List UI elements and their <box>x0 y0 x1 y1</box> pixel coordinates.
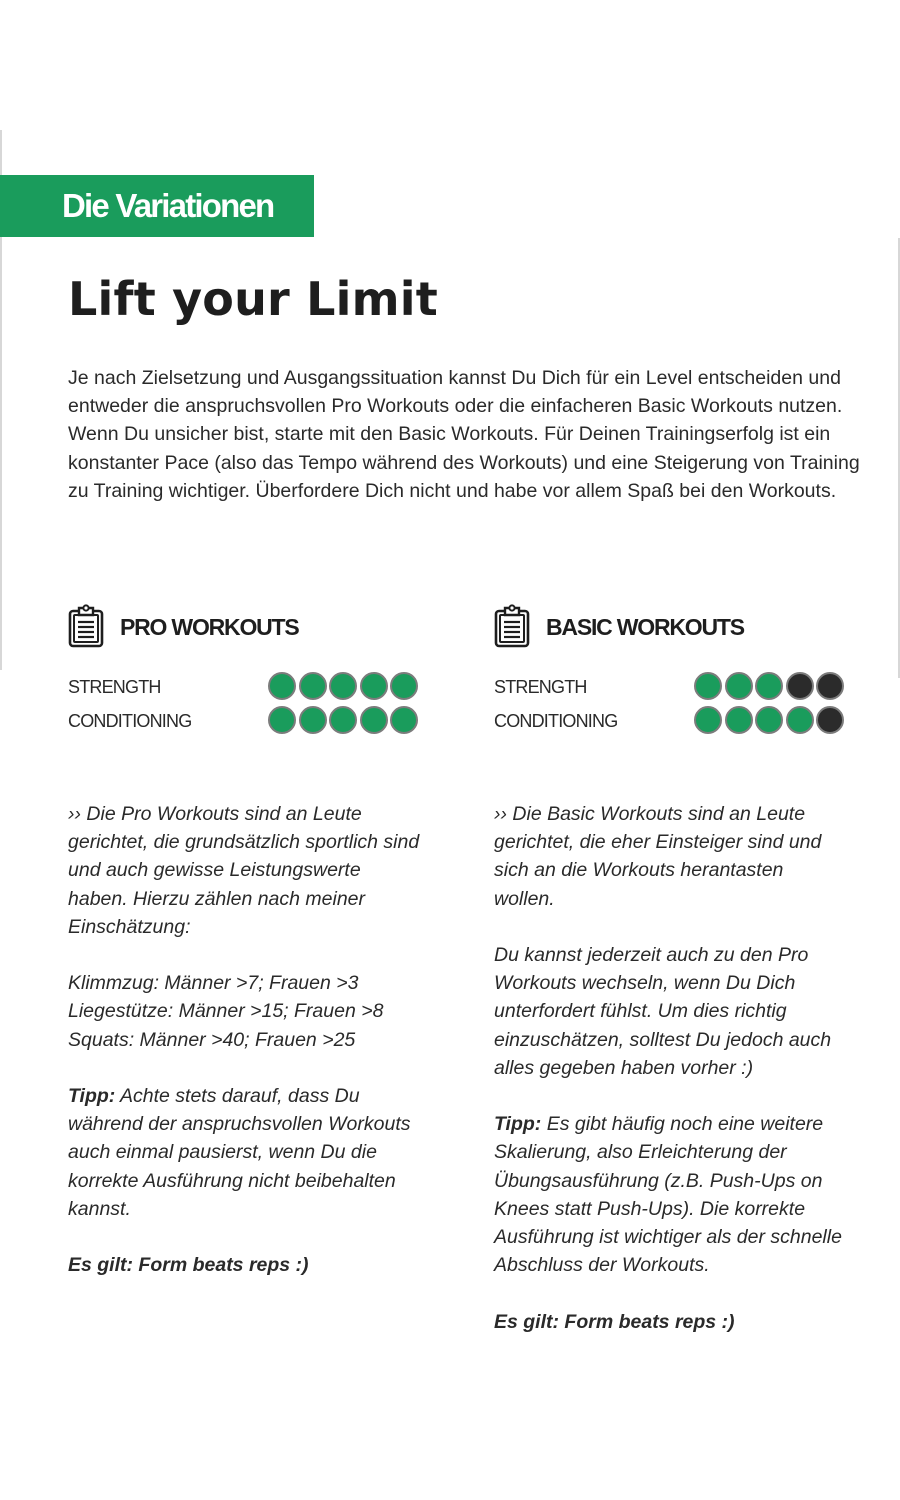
rating-dot-filled <box>755 706 783 734</box>
closing-text: Es gilt: Form beats reps :) <box>68 1254 309 1277</box>
pro-intro-text: ›› Die Pro Workouts sind an Leute gerichtet, die grundsätzlich sportlich sind und auch gewisse Leistungswerte haben. Hierzu zählen nach meiner Einschätzung: <box>68 803 420 938</box>
rating-dot-filled <box>694 672 722 700</box>
pro-closing <box>68 1251 420 1279</box>
page-title: Lift your Limit <box>68 272 438 326</box>
clipboard-icon <box>68 604 104 648</box>
rating-dot-filled <box>268 706 296 734</box>
rating-dot-filled <box>390 706 418 734</box>
closing-text: Es gilt: Form beats reps :) <box>494 1310 735 1333</box>
rating-label: STRENGTH <box>494 677 587 697</box>
tip-label: Tipp: <box>494 1113 542 1136</box>
rating-dot-filled <box>725 706 753 734</box>
basic-switch-text: Du kannst jederzeit auch zu den Pro Workouts wechseln, wenn Du Dich unterfordert fühlst. Um dies richtig einzuschätzen, solltest Du jedoch auch alles gegeben haben vorher :) <box>494 944 832 1079</box>
pro-strength-rating <box>68 672 420 702</box>
rating-dot-filled <box>299 672 327 700</box>
tip-text: Achte stets darauf, dass Du während der anspruchsvollen Workouts auch einmal pausierst, wenn Du die korrekte Ausführung nicht beibehalten kannst. <box>68 1085 411 1220</box>
rating-dot-filled <box>755 672 783 700</box>
rating-dot-filled <box>329 706 357 734</box>
basic-closing <box>494 1308 846 1336</box>
pro-workouts-column <box>68 604 428 1277</box>
pro-benchmark-pushups: Liegestütze: Männer >15; Frauen >8 <box>68 1000 384 1023</box>
pro-conditioning-rating <box>68 706 420 736</box>
pro-benchmark-pullups: Klimmzug: Männer >7; Frauen >3 <box>68 972 359 995</box>
pro-tip <box>68 1082 420 1223</box>
basic-workouts-column <box>494 604 854 1333</box>
rating-dot-filled <box>268 672 296 700</box>
rating-label: STRENGTH <box>68 677 161 697</box>
basic-tip <box>494 1110 846 1279</box>
rating-dot-filled <box>329 672 357 700</box>
rating-dot-filled <box>694 706 722 734</box>
rating-dot-filled <box>360 706 388 734</box>
tip-text: Es gibt häufig noch eine weitere Skalierung, also Erleichterung der Übungsausführung (z.B. Push-Ups on Knees statt Push-Ups). Die korrekte Ausführung ist wichtiger als der schnelle Abschluss der Workouts. <box>494 1113 842 1277</box>
pro-benchmark-squats: Squats: Männer >40; Frauen >25 <box>68 1028 356 1051</box>
rating-dot-filled <box>299 706 327 734</box>
tip-label: Tipp: <box>68 1085 116 1107</box>
rating-dot-filled <box>390 672 418 700</box>
pro-workouts-header <box>68 604 428 650</box>
rating-dot-filled <box>725 672 753 700</box>
rating-dot-filled <box>786 706 814 734</box>
basic-workouts-title: BASIC WORKOUTS <box>546 614 744 640</box>
rating-label: CONDITIONING <box>494 711 618 731</box>
rating-dot-empty <box>786 672 814 700</box>
pro-description <box>68 800 420 1308</box>
rating-dot-filled <box>360 672 388 700</box>
rating-dot-empty <box>816 706 844 734</box>
pro-benchmarks <box>68 969 420 1054</box>
basic-workouts-header <box>494 604 854 650</box>
basic-intro-text: ›› Die Basic Workouts sind an Leute gerichtet, die eher Einsteiger sind und sich an die Workouts herantasten wollen. <box>494 803 822 910</box>
pro-workouts-title: PRO WORKOUTS <box>120 614 299 640</box>
rating-dot-empty <box>816 672 844 700</box>
section-label: Die Variationen <box>62 187 274 224</box>
basic-description <box>494 800 846 1364</box>
clipboard-icon <box>494 604 530 648</box>
basic-conditioning-rating <box>494 706 846 736</box>
basic-strength-rating <box>494 672 846 702</box>
rating-label: CONDITIONING <box>68 711 192 731</box>
intro-paragraph: Je nach Zielsetzung und Ausgangssituation kannst Du Dich für ein Level entscheiden und entweder die anspruchsvollen Pro Workouts oder die einfacheren Basic Workouts nutzen. Wenn Du unsicher bist, starte mit den Basic Workouts. Für Deinen Trainingserfolg ist ein konstanter Pace (also das Tempo während des Workouts) und eine Steigerung von Training zu Training wichtiger. Überfordere Dich nicht und habe vor allem Spaß bei den Workouts. <box>68 367 860 502</box>
section-banner <box>0 175 314 237</box>
